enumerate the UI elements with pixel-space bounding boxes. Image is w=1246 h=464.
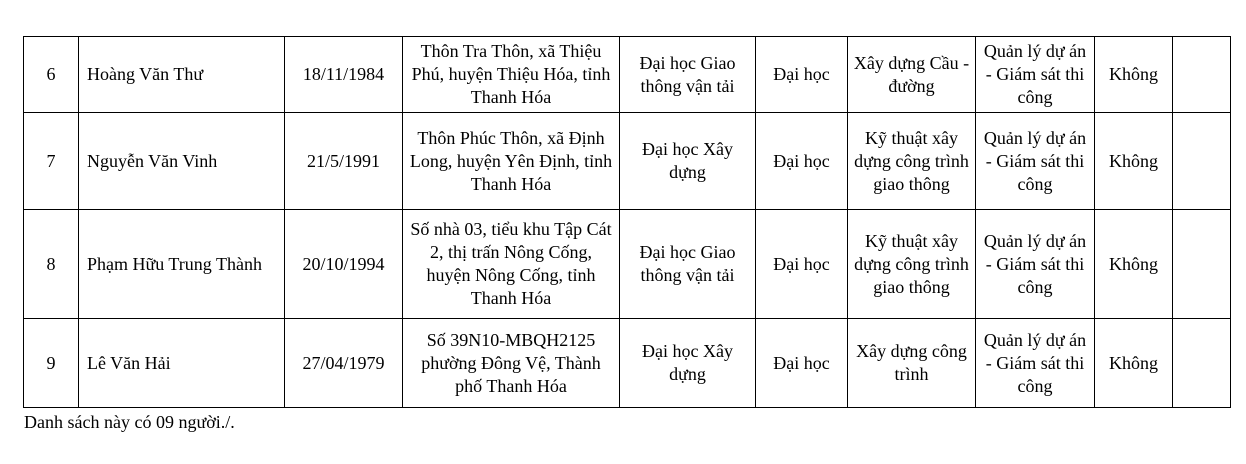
date-of-birth: 20/10/1994 bbox=[285, 210, 403, 319]
person-name: Phạm Hữu Trung Thành bbox=[79, 210, 285, 319]
education-level: Đại học bbox=[756, 210, 848, 319]
date-of-birth: 27/04/1979 bbox=[285, 319, 403, 408]
extra-cell bbox=[1173, 210, 1231, 319]
position: Quản lý dự án - Giám sát thi công bbox=[976, 319, 1095, 408]
address: Số 39N10-MBQH2125 phường Đông Vệ, Thành phố Thanh Hóa bbox=[403, 319, 620, 408]
note: Không bbox=[1095, 319, 1173, 408]
row-number: 6 bbox=[24, 37, 79, 113]
major: Xây dựng Cầu - đường bbox=[848, 37, 976, 113]
education-level: Đại học bbox=[756, 319, 848, 408]
note: Không bbox=[1095, 210, 1173, 319]
row-number: 7 bbox=[24, 113, 79, 210]
education-level: Đại học bbox=[756, 113, 848, 210]
table-row bbox=[24, 37, 1231, 113]
major: Kỹ thuật xây dựng công trình giao thông bbox=[848, 210, 976, 319]
school: Đại học Xây dựng bbox=[620, 113, 756, 210]
note: Không bbox=[1095, 113, 1173, 210]
address: Số nhà 03, tiểu khu Tập Cát 2, thị trấn Nông Cống, huyện Nông Cống, tỉnh Thanh Hóa bbox=[403, 210, 620, 319]
row-number: 9 bbox=[24, 319, 79, 408]
table-row bbox=[24, 319, 1231, 408]
extra-cell bbox=[1173, 113, 1231, 210]
major: Kỹ thuật xây dựng công trình giao thông bbox=[848, 113, 976, 210]
row-number: 8 bbox=[24, 210, 79, 319]
position: Quản lý dự án - Giám sát thi công bbox=[976, 210, 1095, 319]
extra-cell bbox=[1173, 319, 1231, 408]
note: Không bbox=[1095, 37, 1173, 113]
position: Quản lý dự án - Giám sát thi công bbox=[976, 37, 1095, 113]
education-level: Đại học bbox=[756, 37, 848, 113]
personnel-table bbox=[23, 36, 1231, 408]
date-of-birth: 18/11/1984 bbox=[285, 37, 403, 113]
table-row bbox=[24, 113, 1231, 210]
person-name: Lê Văn Hải bbox=[79, 319, 285, 408]
position: Quản lý dự án - Giám sát thi công bbox=[976, 113, 1095, 210]
school: Đại học Giao thông vận tải bbox=[620, 210, 756, 319]
person-name: Nguyễn Văn Vinh bbox=[79, 113, 285, 210]
address: Thôn Tra Thôn, xã Thiệu Phú, huyện Thiệu Hóa, tỉnh Thanh Hóa bbox=[403, 37, 620, 113]
extra-cell bbox=[1173, 37, 1231, 113]
major: Xây dựng công trình bbox=[848, 319, 976, 408]
date-of-birth: 21/5/1991 bbox=[285, 113, 403, 210]
school: Đại học Xây dựng bbox=[620, 319, 756, 408]
school: Đại học Giao thông vận tải bbox=[620, 37, 756, 113]
list-count-note: Danh sách này có 09 người./. bbox=[24, 412, 235, 432]
person-name: Hoàng Văn Thư bbox=[79, 37, 285, 113]
table-row bbox=[24, 210, 1231, 319]
address: Thôn Phúc Thôn, xã Định Long, huyện Yên Định, tỉnh Thanh Hóa bbox=[403, 113, 620, 210]
